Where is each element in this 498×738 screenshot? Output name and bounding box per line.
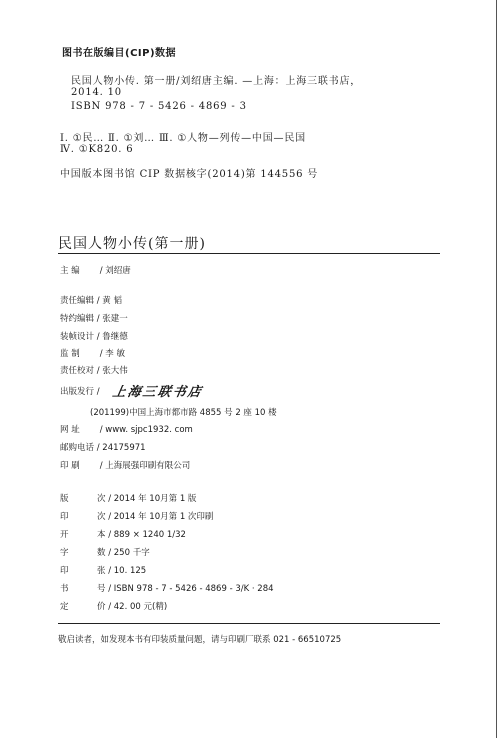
editor-label: 主 编 [60, 266, 80, 276]
spec-value: 价 / 42. 00 元(精) [97, 602, 168, 612]
cip-line-4: Ⅰ. ①民… Ⅱ. ①刘… Ⅲ. ①人物—列传—中国—民国 [60, 133, 306, 144]
spec-row [60, 492, 196, 504]
publisher-separator: / [96, 387, 100, 397]
publisher-label: 出版发行 [60, 387, 95, 397]
spec-value: 本 / 889 × 1240 1/32 [97, 530, 186, 540]
credit-value: / 张大伟 [96, 366, 128, 376]
credit-value: / 鲁继德 [96, 332, 128, 342]
credit-label: 责任编辑 [60, 296, 95, 306]
website-row [60, 423, 193, 435]
credit-row [60, 364, 128, 376]
spec-label: 开 [60, 530, 69, 540]
spec-row [60, 510, 213, 522]
reader-notice: 敬启读者，如发现本书有印装质量问题，请与印刷厂联系 021 - 66510725 [58, 635, 342, 645]
printer-label: 印 刷 [60, 461, 80, 471]
spec-row [60, 546, 150, 558]
spec-row [60, 582, 274, 594]
website-value: / www. sjpc1932. com [99, 425, 193, 435]
publisher-logo: 上海三联书店 [111, 385, 204, 400]
phone-label: 邮购电话 [60, 443, 95, 453]
spec-label: 定 [60, 602, 69, 612]
spec-row [60, 600, 167, 612]
spec-label: 印 [60, 512, 69, 522]
notice-rule [58, 623, 440, 624]
credit-row [60, 294, 122, 306]
phone-value: / 24175971 [96, 443, 146, 453]
spec-value: 号 / ISBN 978 - 7 - 5426 - 4869 - 3/K · 284 [97, 584, 274, 594]
cip-line-1: 民国人物小传. 第一册/刘绍唐主编. —上海：上海三联书店， [71, 76, 362, 87]
spec-row [60, 528, 186, 540]
printer-value: / 上海展强印刷有限公司 [99, 461, 191, 471]
book-title: 民国人物小传(第一册) [58, 236, 206, 252]
credit-label: 特约编辑 [60, 314, 95, 324]
cip-line-5: Ⅳ. ①K820. 6 [60, 144, 134, 155]
title-rule [58, 253, 440, 254]
credit-label: 装帧设计 [60, 332, 95, 342]
publisher-address: (201199)中国上海市都市路 4855 号 2 座 10 楼 [90, 408, 277, 418]
spec-row [60, 564, 146, 576]
credit-label: 责任校对 [60, 366, 95, 376]
spec-label: 印 [60, 566, 69, 576]
publisher-row [60, 385, 100, 397]
credit-row [60, 312, 128, 324]
credit-row [60, 347, 125, 359]
page-edge [496, 0, 497, 738]
phone-row [60, 441, 146, 453]
editor-value: / 刘绍唐 [99, 266, 131, 276]
editor-row [60, 264, 131, 276]
cip-line-2: 2014. 10 [71, 87, 122, 98]
spec-label: 版 [60, 494, 69, 504]
credit-value: / 黄 韬 [96, 296, 122, 306]
cip-line-3: ISBN 978 - 7 - 5426 - 4869 - 3 [71, 101, 247, 112]
spec-value: 次 / 2014 年 10月第 1 版 [97, 494, 197, 504]
spec-value: 数 / 250 千字 [97, 548, 150, 558]
printer-row [60, 459, 190, 471]
credit-value: / 张建一 [96, 314, 128, 324]
credit-value: / 李 敏 [99, 349, 125, 359]
spec-value: 次 / 2014 年 10月第 1 次印刷 [97, 512, 214, 522]
cip-line-6: 中国版本图书馆 CIP 数据核字(2014)第 144556 号 [60, 169, 319, 180]
cip-heading: 图书在版编目(CIP)数据 [62, 48, 177, 59]
spec-label: 字 [60, 548, 69, 558]
spec-label: 书 [60, 584, 69, 594]
credit-label: 监 制 [60, 349, 80, 359]
website-label: 网 址 [60, 425, 80, 435]
credit-row [60, 330, 128, 342]
spec-value: 张 / 10. 125 [97, 566, 147, 576]
